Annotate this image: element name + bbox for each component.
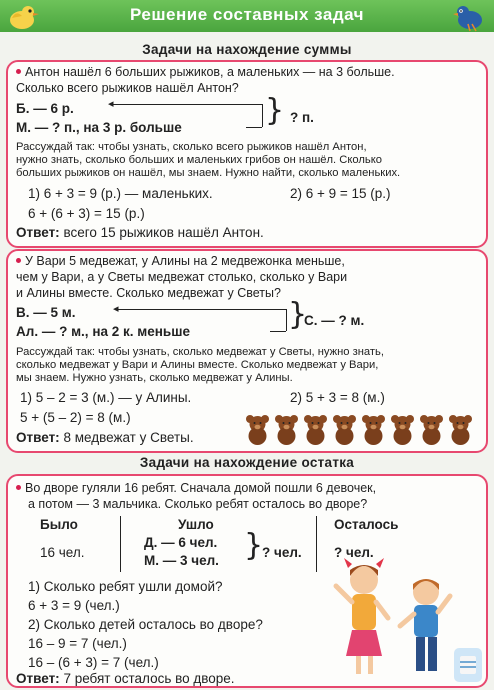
task2-reason-3: мы знаем. Нужно узнать, сколько медвежат у Алины. [16,372,293,384]
section-title-remainder: Задачи на нахождение остатка [139,455,355,470]
task2-row-vari: В. — 5 м. [16,305,76,320]
teddy-bear-icon [302,414,329,446]
task2-solution-1: 1) 5 – 2 = 3 (м.) — у Алины. [20,390,192,405]
task3-col-head-was: Было [40,517,78,532]
task3-col-head-remain: Осталось [334,517,399,532]
brace-icon: } [265,93,285,128]
teddy-bear-icon [389,414,416,446]
task2-text-line3: и Алины вместе. Сколько медвежат у Светы? [16,286,281,300]
task2-solution-3: 5 + (5 – 2) = 8 (м.) [20,410,131,425]
task3-solution-3: 16 – (6 + 3) = 7 (чел.) [28,655,159,670]
teddy-bear-icon [331,414,358,446]
task1-solution-3: 6 + (6 + 3) = 15 (р.) [28,206,145,221]
task2-row-alina: Ал. — ? м., на 2 к. меньше [16,324,190,339]
task3-col-head-left: Ушло [178,517,214,532]
task1-arrow-bottom [246,127,262,128]
task3-text-line2: а потом — 3 мальчика. Сколько ребят осталось во дворе? [28,497,368,511]
page-title: Решение составных задач [129,5,365,24]
task1-reason-1: Рассуждай так: чтобы узнать, сколько всего рыжиков нашёл Антон, [16,141,367,153]
task2-text-line2: чем у Вари, а у Светы медвежат столько, сколько у Вари [16,270,348,284]
brace-icon: } [288,297,308,332]
task2-solution-2: 2) 5 + 3 = 8 (м.) [290,390,385,405]
task3-solution-2: 16 – 9 = 7 (чел.) [28,636,127,651]
task2-arrow-top [118,309,286,310]
task2-reason-1: Рассуждай так: чтобы узнать, сколько медвежат у Светы, нужно знать, [16,346,384,358]
task1-sum-label: ? п. [290,110,314,125]
task3-left-sum: ? чел. [262,545,302,560]
task1-solution-2: 2) 6 + 9 = 15 (р.) [290,186,391,201]
task2-text-line1: У Вари 5 медвежат, у Алины на 2 медвежонка меньше, [16,254,345,269]
task3-boys: М. — 3 чел. [144,553,219,568]
table-divider [120,516,121,572]
task1-reason-3: больших рыжиков он нашёл, мы знаем. Нужно найти, сколько маленьких. [16,167,401,179]
teddy-bear-icon [447,414,474,446]
task3-solution-1: 6 + 3 = 9 (чел.) [28,598,120,613]
task2-arrow-vert [286,309,287,331]
teddy-bear-icon [244,414,271,446]
section-title-sum: Задачи на нахождение суммы [142,42,352,57]
arrow-left-icon: ◂ [108,98,114,110]
bears-row [244,414,480,446]
task1-solution-1: 1) 6 + 3 = 9 (р.) — маленьких. [28,186,213,201]
task1-answer: Ответ: всего 15 рыжиков нашёл Антон. [16,225,264,240]
task1-arrow-vert [262,104,263,127]
task3-question-1: 1) Сколько ребят ушли домой? [28,579,223,594]
task2-sum-label: С. — ? м. [304,313,365,328]
task3-answer: Ответ: 7 ребят осталось во дворе. [16,671,235,686]
task1-row-big: Б. — 6 р. [16,101,74,116]
task1-text-line1: Антон нашёл 6 больших рыжиков, а маленьких — на 3 больше. [16,65,395,80]
brace-icon: } [244,528,264,563]
teddy-bear-icon [360,414,387,446]
task1-reason-2: нужно знать, сколько больших и маленьких грибов он нашёл. Сколько [16,154,382,166]
task3-remain-value: ? чел. [334,545,374,560]
arrow-left-icon: ◂ [113,303,119,315]
task3-girls: Д. — 6 чел. [144,535,218,550]
task3-was-value: 16 чел. [40,545,85,560]
teddy-bear-icon [418,414,445,446]
task2-reason-2: сколько медвежат у Вари и Алины вместе. Сколько медвежат у Вари, [16,359,379,371]
task1-text-line2: Сколько всего рыжиков нашёл Антон? [16,81,239,95]
task1-arrow-top [112,104,262,105]
table-divider [316,516,317,572]
task2-arrow-bottom [270,331,286,332]
task2-answer: Ответ: 8 медвежат у Светы. [16,430,194,445]
task3-text-line1: Во дворе гуляли 16 ребят. Сначала домой пошли 6 девочек, [16,481,376,496]
task3-question-2: 2) Сколько детей осталось во дворе? [28,617,263,632]
teddy-bear-icon [273,414,300,446]
task1-row-small: М. — ? п., на 3 р. больше [16,120,182,135]
children-illustration [326,556,484,684]
